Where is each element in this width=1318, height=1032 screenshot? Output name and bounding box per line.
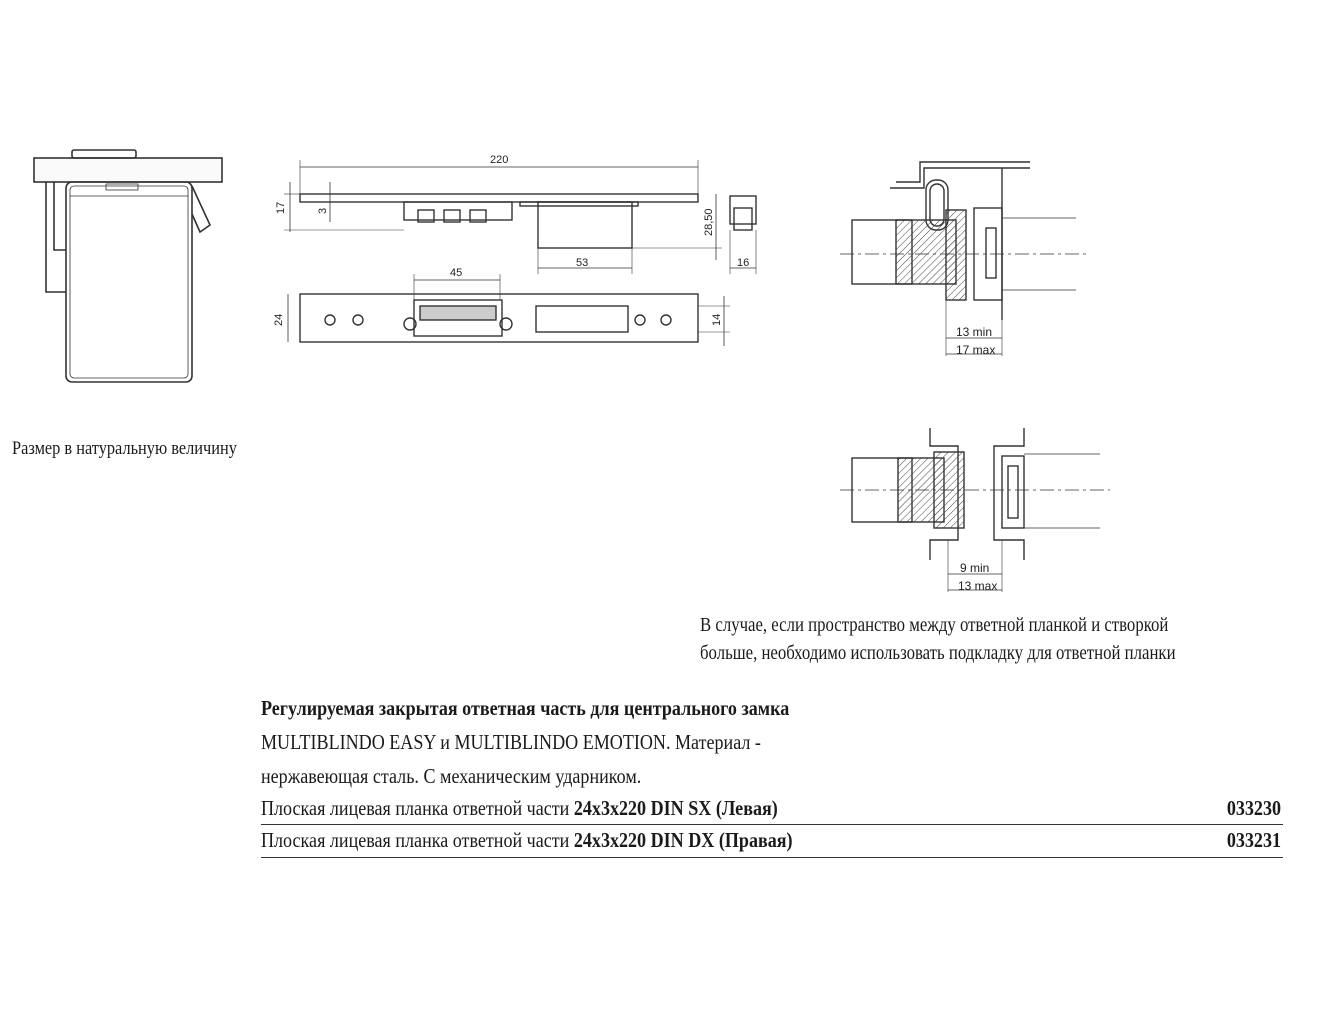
row-divider (261, 824, 1283, 825)
spacer-note-line2: больше, необходимо использовать подкладку для ответной планки (700, 643, 1176, 664)
dim-220: 220 (490, 154, 509, 166)
product-name: Плоская лицевая планка ответной части 24x3x220 DIN SX (Левая) (261, 796, 778, 820)
dim-45: 45 (450, 267, 463, 279)
dim-28-50: 28,50 (703, 208, 715, 236)
product-spec: 24x3x220 DIN SX (Левая) (573, 796, 778, 820)
dim-3: 3 (317, 207, 329, 214)
dim-14: 14 (711, 313, 723, 326)
product-name: Плоская лицевая планка ответной части 24x3x220 DIN DX (Правая) (261, 828, 793, 852)
product-row (261, 826, 1283, 857)
description-line-3: нержавеющая сталь. С механическим ударником. (261, 764, 642, 788)
product-description (261, 691, 1285, 793)
dim-53: 53 (576, 257, 589, 269)
side-view-drawing (284, 160, 756, 274)
description-line-2: MULTIBLINDO EASY и MULTIBLINDO EMOTION. Материал - (261, 730, 761, 754)
row-divider (261, 857, 1283, 858)
dim-17: 17 (275, 201, 287, 214)
front-view-drawing (288, 274, 730, 346)
section1-min: 13 min (956, 325, 993, 339)
natural-size-caption: Размер в натуральную величину (12, 438, 237, 459)
product-code: 033231 (1226, 828, 1281, 852)
description-title: Регулируемая закрытая ответная часть для центрального замка (261, 696, 790, 720)
product-spec: 24x3x220 DIN DX (Правая) (573, 828, 793, 852)
dim-24: 24 (273, 313, 285, 326)
section2-max: 13 max (958, 579, 998, 593)
product-row (261, 794, 1283, 825)
dim-16: 16 (737, 257, 750, 269)
natural-size-keeper-drawing (34, 150, 222, 382)
section2-min: 9 min (960, 561, 990, 575)
spacer-note-line1: В случае, если пространство между ответной планкой и створкой (700, 615, 1169, 636)
product-code: 033230 (1226, 796, 1281, 820)
section1-max: 17 max (956, 343, 996, 357)
